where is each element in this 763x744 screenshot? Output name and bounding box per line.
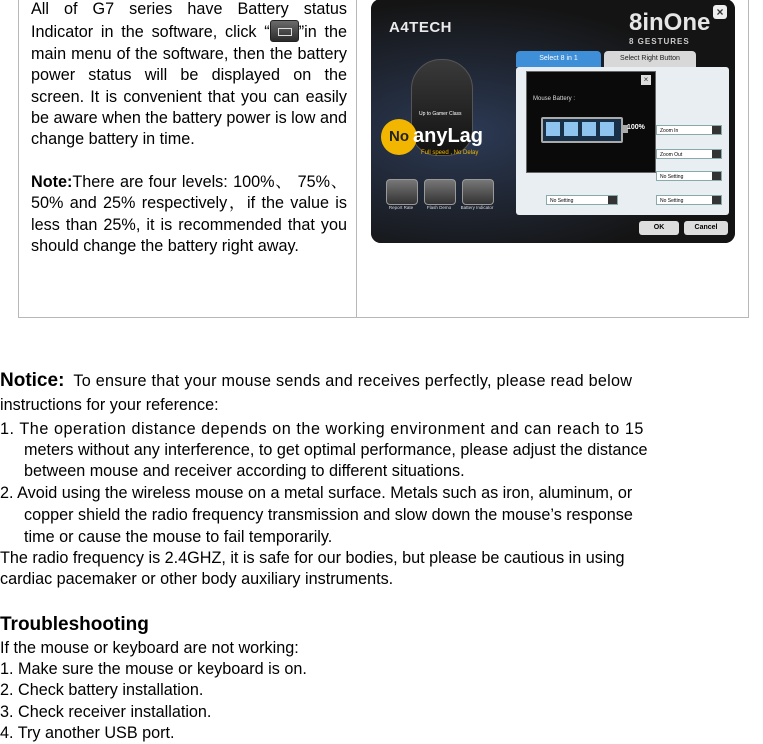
nolag-logo: Up to Gamer Class No anyLag Full speed , No Delay [381, 119, 501, 159]
software-screenshot [371, 0, 735, 243]
ok-button[interactable]: OK [639, 221, 679, 235]
battery-gauge [541, 117, 623, 143]
battery-indicator-icon [270, 20, 299, 42]
notice-item2-line1: 2. Avoid using the wireless mouse on a metal surface. Metals such as iron, aluminum, or [0, 484, 633, 502]
troubleshooting-step: 3. Check receiver installation. [0, 703, 212, 721]
info-table [18, 0, 749, 318]
toolbar-icons: Report Rate Flash Demo Battery Indicator [386, 179, 496, 215]
troubleshooting-intro: If the mouse or keyboard are not working: [0, 639, 299, 657]
product-logo: 8inOne 8 GESTURES [629, 9, 711, 46]
close-icon[interactable]: × [713, 5, 727, 19]
battery-indicator-button-icon[interactable] [462, 179, 494, 205]
note-paragraph: Note:There are four levels: 100%、 75%、50% and 25% respectively，if the value is less than 25%, it is recommended that you should change the battery right away. [31, 172, 347, 256]
flash-demo-icon[interactable] [424, 179, 456, 205]
battery-cell [582, 122, 596, 136]
dropdown-zoom-out[interactable]: Zoom Out [656, 149, 722, 159]
notice-item2-line2: copper shield the radio frequency transmission and slow down the mouse’s response [24, 506, 633, 524]
dropdown-zoom-in[interactable]: Zoom In [656, 125, 722, 135]
brand-logo: A4TECH [389, 19, 453, 36]
dropdown-no-setting-1[interactable]: No Setting [656, 171, 722, 181]
troubleshooting-step: 2. Check battery installation. [0, 681, 204, 699]
note-label: Note: [31, 172, 73, 191]
report-rate-icon[interactable] [386, 179, 418, 205]
tab-select-right-button[interactable]: Select Right Button [604, 51, 696, 67]
battery-paragraph: All of G7 series have Battery status Indicator in the software, click “ ”in the main menu of the software, then the battery power status will be displayed on the screen. It is convenient that you can easily be aware when the battery power is low and change battery in time. [31, 0, 347, 149]
tabs [516, 51, 716, 67]
radio-frequency-line2: cardiac pacemaker or other body auxiliary instruments. [0, 570, 394, 588]
dropdown-no-setting-2[interactable]: No Setting [546, 195, 618, 205]
battery-cell [564, 122, 578, 136]
battery-popup: × Mouse Battery : 100% [526, 71, 656, 173]
battery-cell [600, 122, 614, 136]
troubleshooting-step: 4. Try another USB port. [0, 724, 175, 742]
dropdown-no-setting-3[interactable]: No Setting [656, 195, 722, 205]
cancel-button[interactable]: Cancel [684, 221, 728, 235]
radio-frequency-line1: The radio frequency is 2.4GHZ, it is safe for our bodies, but please be cautious in using [0, 549, 625, 567]
troubleshooting-title: Troubleshooting [0, 614, 149, 635]
tab-select-8-in-1[interactable]: Select 8 in 1 [516, 51, 601, 67]
battery-info-cell [31, 0, 347, 257]
notice-item1-line1: 1. The operation distance depends on the working environment and can reach to 15 [0, 420, 644, 438]
notice-title: Notice: [0, 370, 65, 391]
battery-cell [546, 122, 560, 136]
notice-intro-line1: Notice: To ensure that your mouse sends and receives perfectly, please read below [0, 370, 633, 391]
notice-item2-line3: time or cause the mouse to fail temporarily. [24, 528, 333, 546]
troubleshooting-step: 1. Make sure the mouse or keyboard is on. [0, 660, 307, 678]
battery-percent: 100% [627, 124, 645, 131]
notice-item1-line3: between mouse and receiver according to different situations. [24, 462, 465, 480]
table-divider [356, 0, 357, 317]
notice-intro-line2: instructions for your reference: [0, 396, 219, 414]
popup-close-icon[interactable]: × [641, 75, 651, 85]
notice-item1-line2: meters without any interference, to get optimal performance, please adjust the distance [24, 441, 648, 459]
